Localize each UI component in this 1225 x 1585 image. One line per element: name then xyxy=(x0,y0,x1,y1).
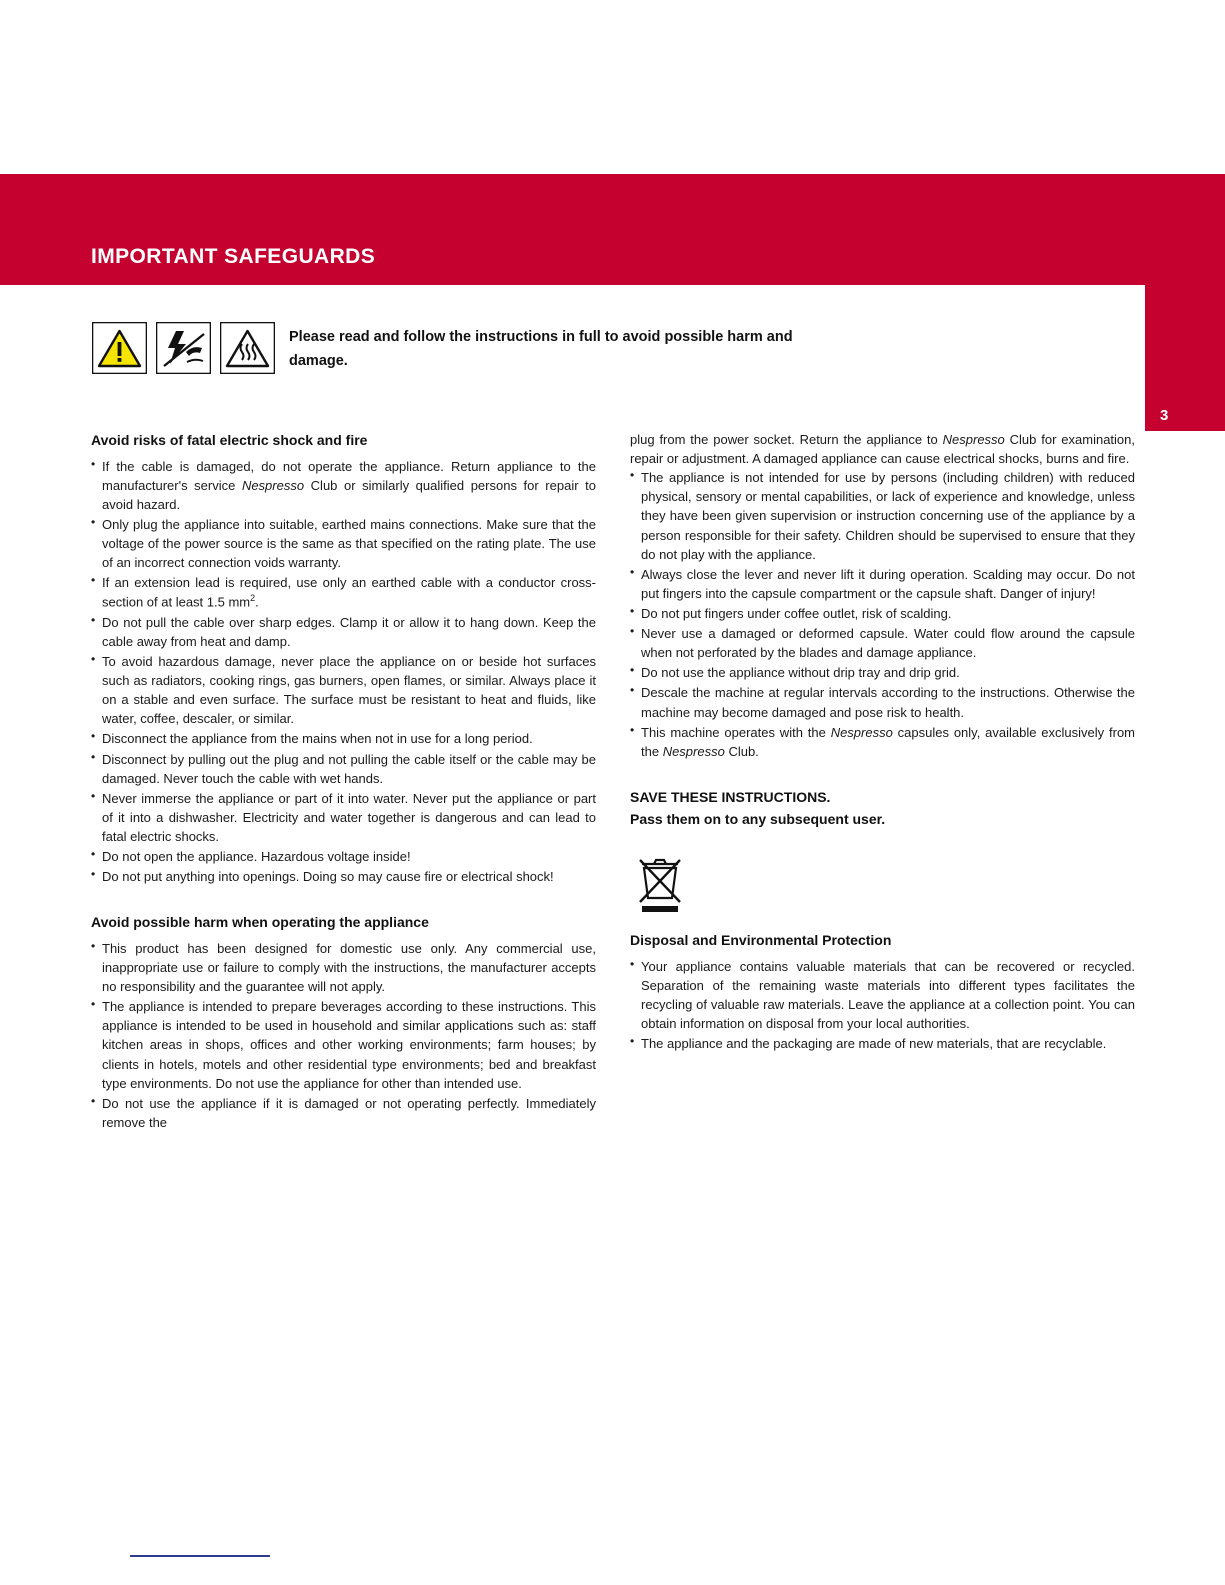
list-item: • This product has been designed for domestic use only. Any commercial use, inappropriate use or failure to comply with the instructions, the manufacturer accepts no responsibility and the guarantee will not apply. xyxy=(91,939,596,996)
list-item: • Do not use the appliance if it is damaged or not operating perfectly. Immediately remove the xyxy=(91,1094,596,1132)
list-item: • Always close the lever and never lift it during operation. Scalding may occur. Do not put fingers into the capsule compartment or the capsule shaft. Danger of injury! xyxy=(630,565,1135,603)
list-item: • Disconnect by pulling out the plug and not pulling the cable itself or the cable may be damaged. Never touch the cable with wet hands. xyxy=(91,750,596,788)
operating-harm-list xyxy=(91,939,596,1132)
electric-shock-list xyxy=(91,457,596,887)
section-title-operating-harm: Avoid possible harm when operating the appliance xyxy=(91,914,429,931)
list-item: • This machine operates with the Nespresso capsules only, available exclusively from the Nespresso Club. xyxy=(630,723,1135,761)
page-number-tab xyxy=(1145,285,1225,431)
warning-icons xyxy=(92,322,275,374)
continuation-paragraph: plug from the power socket. Return the appliance to Nespresso Club for examination, repair or adjustment. A damaged appliance can cause electrical shocks, burns and fire. xyxy=(630,432,1135,467)
footer-rule xyxy=(130,1555,270,1557)
section-title-disposal: Disposal and Environmental Protection xyxy=(630,932,892,949)
list-item: • The appliance is not intended for use by persons (including children) with reduced physical, sensory or mental capabilities, or lack of experience and knowledge, unless they have been given supervision or instruction concerning use of the appliance by a person responsible for their safety. Children should be supervised to ensure that they do not play with the appliance. xyxy=(630,468,1135,564)
list-item: • Never immerse the appliance or part of it into water. Never put the appliance or part of it into a dishwasher. Electricity and water together is dangerous and can lead to fatal electric shocks. xyxy=(91,789,596,846)
disposal-list xyxy=(630,957,1135,1054)
list-item: • Do not pull the cable over sharp edges. Clamp it or allow it to hang down. Keep the cable away from heat and damp. xyxy=(91,613,596,651)
list-item: • The appliance is intended to prepare beverages according to these instructions. This appliance is intended to be used in household and similar applications such as: staff kitchen areas in shops, offices and other working environments; farm houses; by clients in hotels, motels and other residential type environments; bed and breakfast type environments. Do not use the appliance for other than intended use. xyxy=(91,997,596,1093)
page-number: 3 xyxy=(1160,407,1169,424)
save-instructions-subtitle: Pass them on to any subsequent user. xyxy=(630,810,886,827)
save-instructions-title: SAVE THESE INSTRUCTIONS. xyxy=(630,788,831,805)
list-item: • Do not put anything into openings. Doing so may cause fire or electrical shock! xyxy=(91,867,596,886)
right-column-list xyxy=(630,468,1135,761)
list-item: • Only plug the appliance into suitable, earthed mains connections. Make sure that the voltage of the power source is the same as that specified on the rating plate. The use of an incorrect connection voids warranty. xyxy=(91,515,596,572)
list-item: • Do not put fingers under coffee outlet, risk of scalding. xyxy=(630,604,1135,623)
section-title-electric-shock: Avoid risks of fatal electric shock and fire xyxy=(91,432,368,448)
list-item: • Do not use the appliance without drip tray and drip grid. xyxy=(630,663,1135,682)
list-item: • If the cable is damaged, do not operate the appliance. Return appliance to the manufacturer's service Nespresso Club or similarly qualified persons for repair to avoid hazard. xyxy=(91,457,596,514)
save-instructions-block xyxy=(630,787,1135,830)
crossed-out-wheelie-bin-icon xyxy=(630,854,690,916)
list-item: • Disconnect the appliance from the mains when not in use for a long period. xyxy=(91,729,596,748)
notice-text: Please read and follow the instructions in full to avoid possible harm and damage. xyxy=(289,329,793,369)
left-column xyxy=(91,430,596,1133)
list-item: • Never use a damaged or deformed capsule. Water could flow around the capsule when not perforated by the blades and damage appliance. xyxy=(630,624,1135,662)
hot-surface-icon xyxy=(220,322,275,374)
list-item: • To avoid hazardous damage, never place the appliance on or beside hot surfaces such as radiators, cooking rings, gas burners, open flames, or similar. Always place it on a stable and even surface. The surface must be resistant to heat and fluids, like water, coffee, descaler, or similar. xyxy=(91,652,596,728)
list-item: • The appliance and the packaging are made of new materials, that are recyclable. xyxy=(630,1034,1135,1053)
list-item: • If an extension lead is required, use only an earthed cable with a conductor cross-section of at least 1.5 $mm^2$. xyxy=(91,573,596,612)
electric-shock-icon xyxy=(156,322,211,374)
list-item: • Descale the machine at regular intervals according to the instructions. Otherwise the machine may become damaged and pose risk to health. xyxy=(630,683,1135,721)
page-title: IMPORTANT SAFEGUARDS xyxy=(91,245,376,268)
warning-triangle-icon xyxy=(92,322,147,374)
list-item: • Do not open the appliance. Hazardous voltage inside! xyxy=(91,847,596,866)
list-item: • Your appliance contains valuable materials that can be recovered or recycled. Separation of the remaining waste materials into different types facilitates the recycling of valuable raw materials. Leave the appliance at a collection point. You can obtain information on disposal from your local authorities. xyxy=(630,957,1135,1033)
right-column xyxy=(630,430,1135,1054)
